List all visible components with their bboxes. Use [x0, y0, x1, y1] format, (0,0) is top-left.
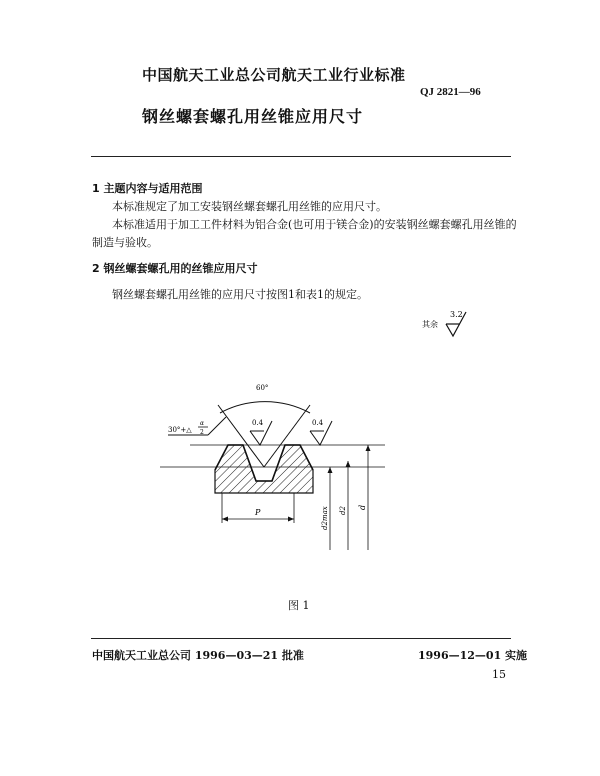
- standard-number: QJ 2821—96: [420, 86, 481, 98]
- half-angle-numerator: α: [200, 420, 205, 427]
- section-1-paragraph-2: 本标准适用于加工工件材料为铝合金(也可用于镁合金)的安装钢丝螺套螺孔用丝锥的: [112, 218, 517, 231]
- page-number: 15: [492, 668, 506, 681]
- half-angle-denominator: 2: [200, 429, 204, 436]
- section-1-paragraph-3: 制造与验收。: [92, 236, 158, 249]
- half-angle-label: 30°+△: [168, 426, 192, 434]
- effective-date: 1996—12—01 实施: [418, 649, 528, 662]
- section-1-paragraph-1: 本标准规定了加工安装钢丝螺套螺孔用丝锥的应用尺寸。: [112, 200, 387, 213]
- document-title: 钢丝螺套螺孔用丝锥应用尺寸: [142, 107, 364, 126]
- surface-mark-roughness: 3.2: [450, 310, 463, 319]
- d2-label: d2: [339, 506, 347, 515]
- organization-standard-header: 中国航天工业总公司航天工业行业标准: [142, 66, 406, 84]
- roughness-right-label: 0.4: [312, 419, 324, 427]
- footer-divider: [91, 638, 511, 639]
- surface-mark-label: 其余: [422, 320, 438, 329]
- d-label: d: [358, 504, 367, 510]
- section-2-heading: 2 钢丝螺套螺孔用的丝锥应用尺寸: [92, 262, 258, 275]
- section-1-heading: 1 主题内容与适用范围: [92, 182, 203, 195]
- pitch-label: P: [255, 508, 261, 517]
- approval-date: 中国航天工业总公司 1996—03—21 批准: [92, 649, 304, 662]
- section-2-paragraph-1: 钢丝螺套螺孔用丝锥的应用尺寸按图1和表1的规定。: [112, 288, 368, 301]
- thread-angle-label: 60°: [256, 384, 269, 392]
- surface-roughness-mark: [420, 306, 480, 346]
- d2max-label: d2max: [321, 506, 329, 530]
- roughness-left-label: 0.4: [252, 419, 264, 427]
- header-divider: [91, 156, 511, 157]
- thread-profile-figure: [160, 375, 400, 550]
- figure-caption: 图 1: [288, 599, 310, 612]
- roughness-symbol-icon: [420, 306, 480, 346]
